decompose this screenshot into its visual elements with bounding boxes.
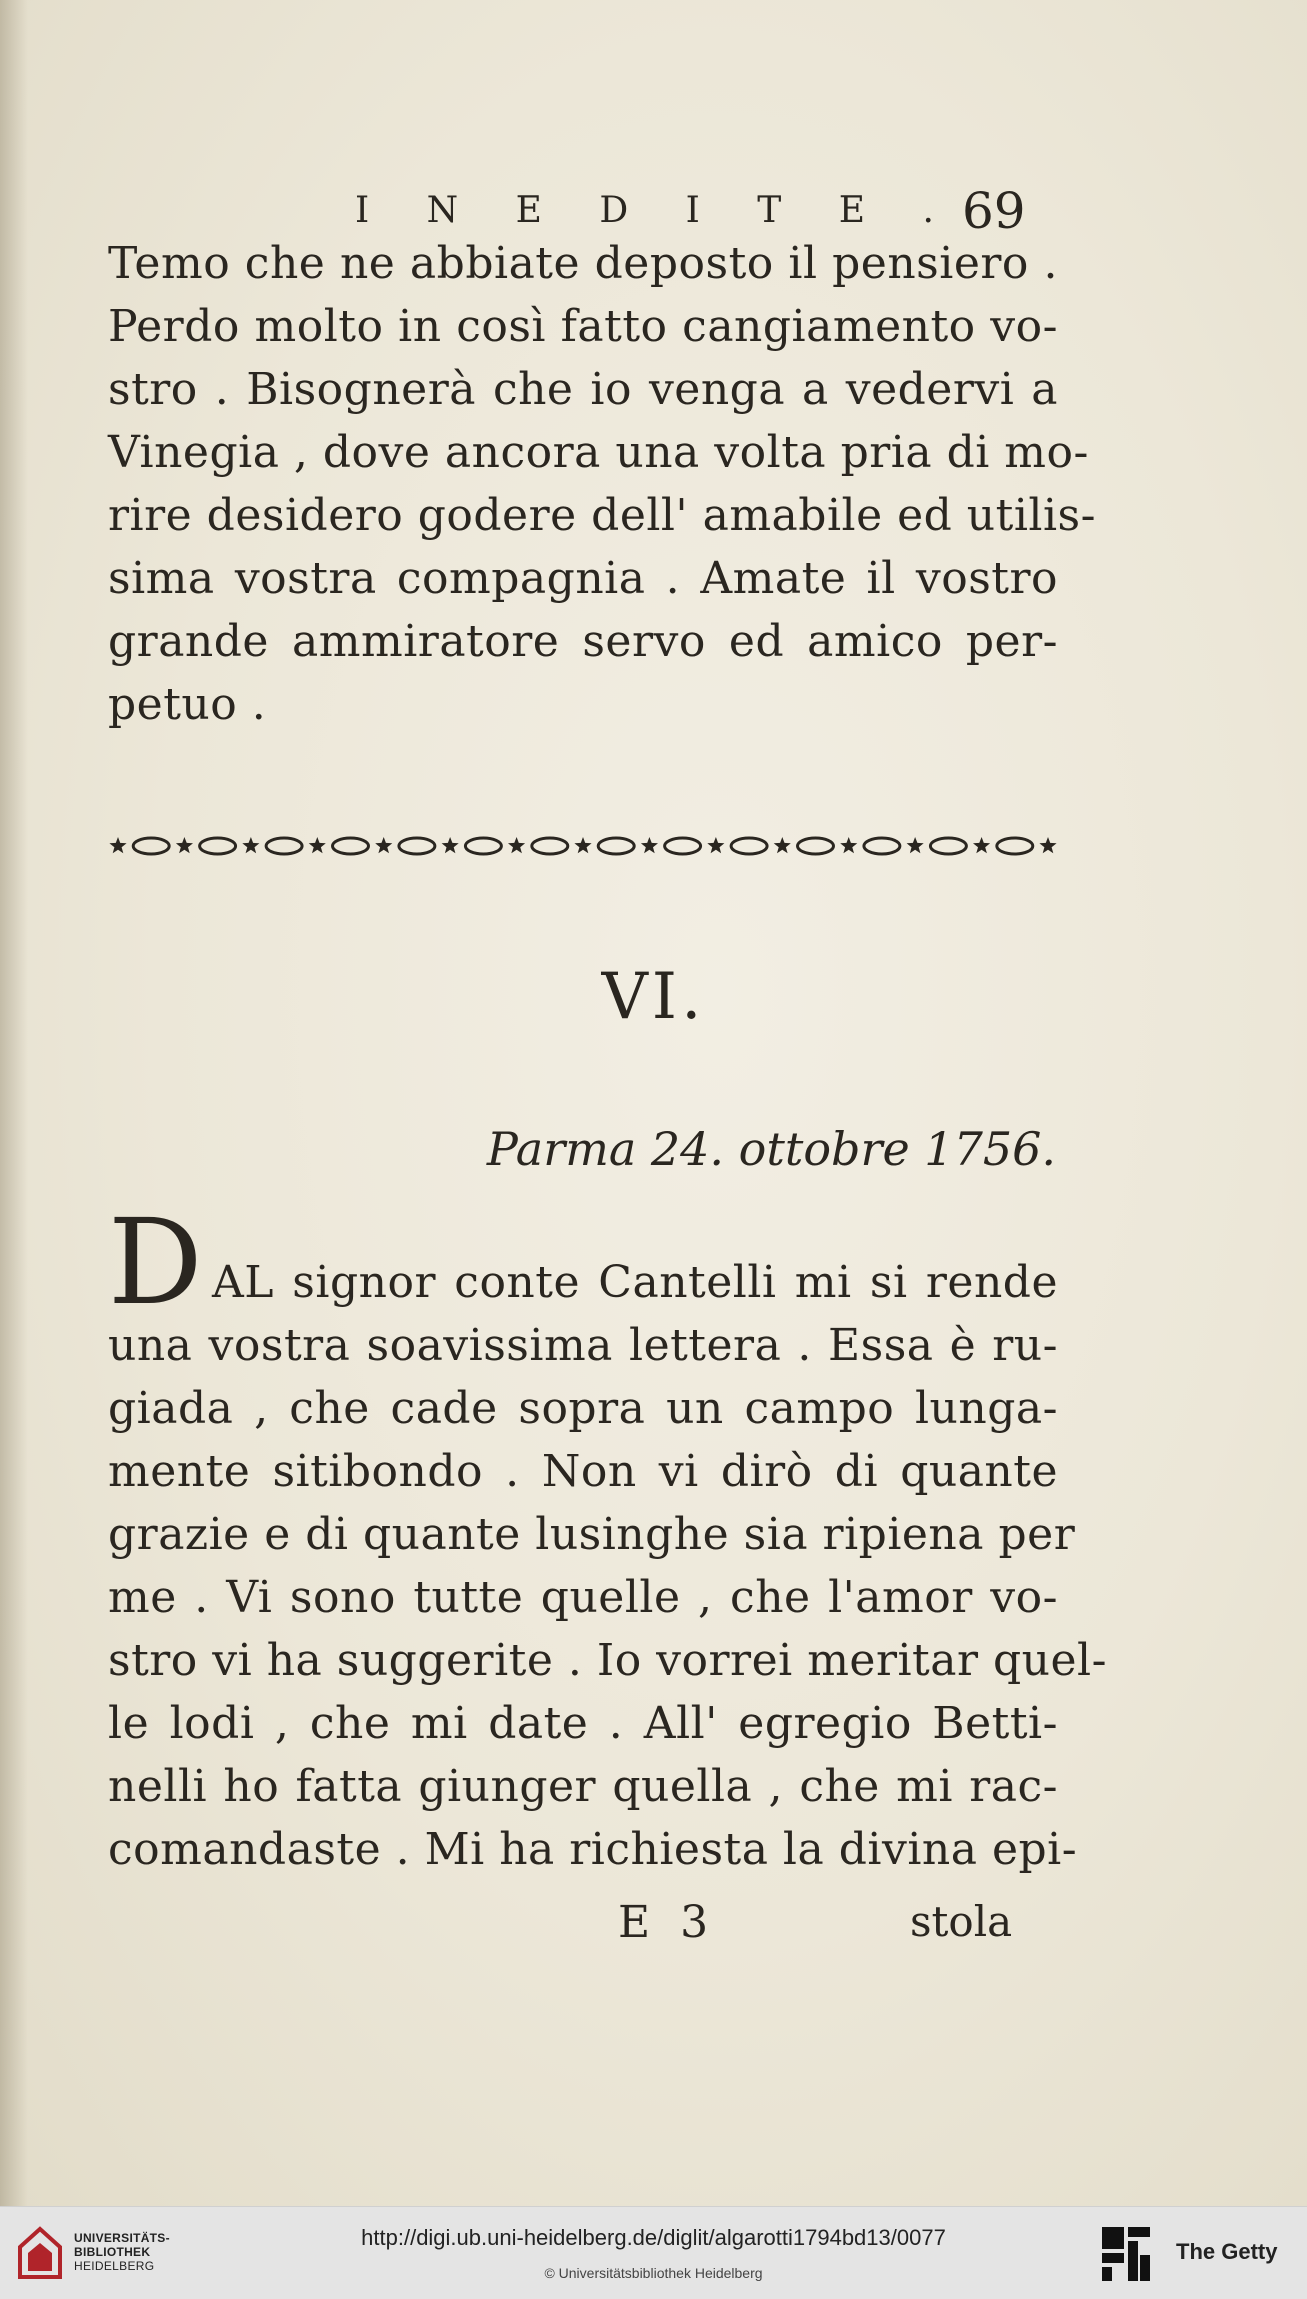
- page-gutter-shadow: [0, 0, 28, 2206]
- section-number: VI.: [601, 960, 706, 1034]
- text-line: petuo .: [108, 679, 267, 730]
- text-line: una vostra soavissima lettera . Essa è ru-: [108, 1320, 1058, 1371]
- getty-logo-icon[interactable]: [1100, 2225, 1152, 2285]
- text-line: sima vostra compagnia . Amate il vostro: [108, 553, 1058, 604]
- text-line: le lodi , che mi date . All' egregio Betti-: [108, 1698, 1058, 1749]
- library-name-line: HEIDELBERG: [74, 2259, 155, 2273]
- drop-cap: D: [108, 1193, 203, 1331]
- signature-mark: E 3: [618, 1897, 717, 1948]
- text-line: me . Vi sono tutte quelle , che l'amor vo-: [108, 1572, 1058, 1623]
- page-number: 69: [962, 182, 1026, 240]
- text-line: Temo che ne abbiate deposto il pensiero .: [108, 238, 1058, 289]
- text-line: stro . Bisognerà che io venga a vedervi a: [108, 364, 1058, 415]
- library-name-line: BIBLIOTHEK: [74, 2245, 151, 2259]
- text-line: Vinegia , dove ancora una volta pria di mo-: [108, 427, 1089, 478]
- text-line: giada , che cade sopra un campo lunga-: [108, 1383, 1058, 1434]
- first-text-line: AL signor conte Cantelli mi si rende: [212, 1257, 1058, 1308]
- text-line: comandaste . Mi ha richiesta la divina epi-: [108, 1824, 1078, 1875]
- text-line: stro vi ha suggerite . Io vorrei meritar quel-: [108, 1635, 1107, 1686]
- text-line: rire desidero godere dell' amabile ed utilis-: [108, 490, 1096, 541]
- catchword: stola: [910, 1897, 1013, 1946]
- permalink-url[interactable]: http://digi.ub.uni-heidelberg.de/diglit/algarotti1794bd13/0077: [361, 2225, 946, 2250]
- text-line: Perdo molto in così fatto cangiamento vo-: [108, 301, 1058, 352]
- text-line: grande ammiratore servo ed amico per-: [108, 616, 1058, 667]
- dateline: Parma 24. ottobre 1756.: [486, 1122, 1056, 1176]
- footer-bar: [0, 2206, 1307, 2299]
- ornament-rule-icon: [108, 826, 1058, 866]
- partner-name: The Getty: [1176, 2239, 1278, 2264]
- library-name-line: UNIVERSITÄTS-: [74, 2231, 170, 2245]
- copyright-notice: © Universitätsbibliothek Heidelberg: [544, 2265, 763, 2281]
- running-head: I N E D I T E .: [355, 190, 957, 231]
- text-line: mente sitibondo . Non vi dirò di quante: [108, 1446, 1058, 1497]
- text-line: grazie e di quante lusinghe sia ripiena per: [108, 1509, 1076, 1560]
- text-line: nelli ho fatta giunger quella , che mi rac-: [108, 1761, 1058, 1812]
